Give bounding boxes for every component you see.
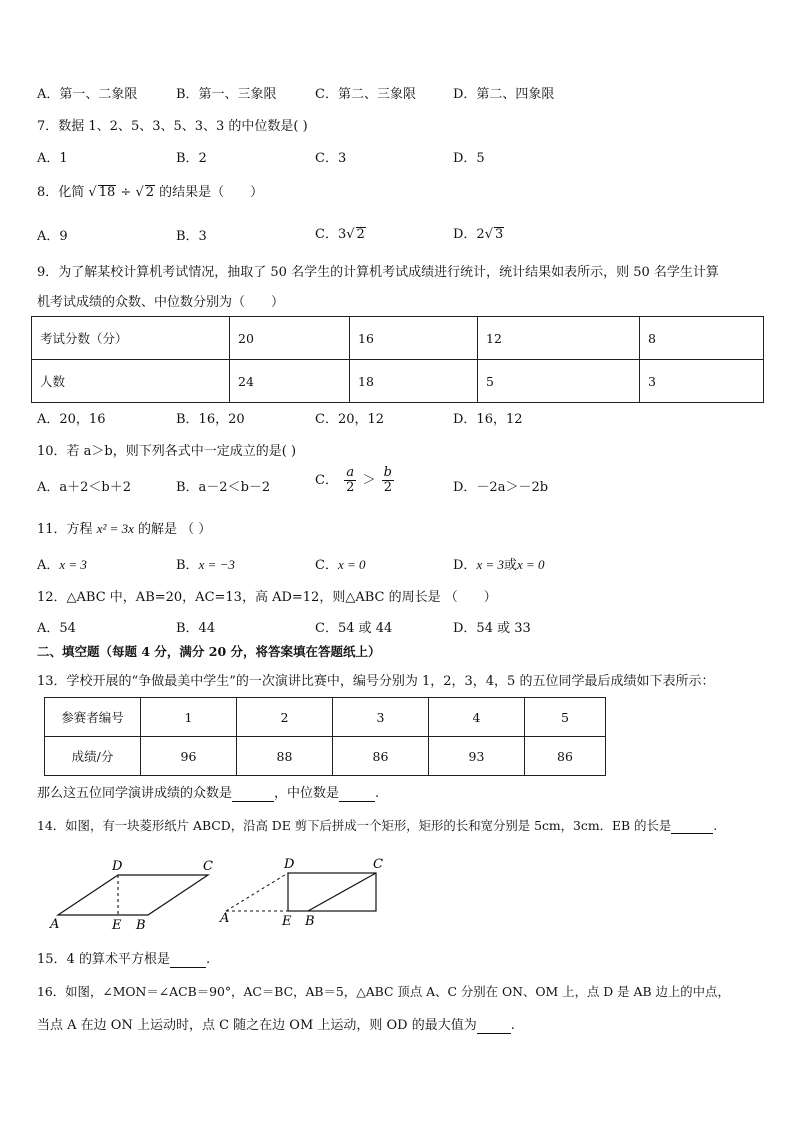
q16-line1: 16．如图，∠MON＝∠ACB＝90°，AC＝BC，AB＝5，△ABC 顶点 A、C 分别在 ON、OM 上，点 D 是 AB 边上的中点，: [37, 984, 730, 999]
answer-blank[interactable]: [232, 786, 274, 802]
label-b: B: [305, 914, 315, 929]
q13-stem: 13．学校开展的“争做最美中学生”的一次演讲比赛中，编号分别为 1，2，3，4，5 的五位同学最后成绩如下表所示：: [37, 674, 715, 689]
q8-radicand-1: 18: [98, 185, 116, 200]
q7-option-b: B．2: [176, 151, 207, 166]
q8-stem: 8．化简 √ 18 ÷ √ 2 的结果是（ ）: [37, 185, 264, 200]
label-a: A: [50, 917, 60, 932]
q11-option-a: A．x = 3: [37, 557, 87, 573]
table-row: 参赛者编号 1 2 3 4 5: [45, 698, 606, 737]
q6-option-d: D．第二、四象限: [453, 87, 555, 102]
q9-option-d: D．16，12: [453, 412, 523, 427]
q12-option-d: D．54 或 33: [453, 621, 531, 636]
q6-option-c: C．第二、三象限: [315, 87, 416, 102]
q8-option-b: B．3: [176, 229, 207, 244]
q7-option-a: A．1: [37, 151, 68, 166]
q11-stem: 11．方程 x² = 3x 的解是 （ ）: [37, 521, 212, 537]
q6-option-b: B．第一、三象限: [176, 87, 277, 102]
label-c: C: [373, 857, 383, 872]
q13-answer-line: 那么这五位同学演讲成绩的众数是 ，中位数是 .: [37, 786, 380, 801]
q7-option-c: C．3: [315, 151, 347, 166]
label-e: E: [112, 918, 122, 933]
q10-option-c: C． $\frac{a}{2}$ ＞ $\frac{b}{2}$: [315, 465, 392, 495]
q8-option-a: A．9: [37, 229, 68, 244]
q12-stem: 12．△ABC 中，AB=20，AC=13，高 AD=12，则△ABC 的周长是 （ ）: [37, 590, 497, 605]
rectangle-shape: [288, 873, 376, 911]
label-d: D: [112, 859, 123, 874]
q8-radicand-2: 2: [145, 185, 155, 200]
rectangle-figure: [219, 857, 383, 929]
q14-figure: [40, 855, 400, 935]
q9-option-b: B．16，20: [176, 412, 245, 427]
q11-option-b: B．x = −3: [176, 557, 235, 573]
q12-option-c: C．54 或 44: [315, 621, 393, 636]
table-row: 人数 24 18 5 3: [32, 360, 764, 403]
label-a: A: [220, 911, 230, 926]
q14-stem: 14．如图，有一块菱形纸片 ABCD，沿高 DE 剪下后拼成一个矩形，矩形的长和宽分别是 5cm，3cm．EB 的长是 .: [37, 818, 718, 833]
q10-stem: 10．若 a＞b，则下列各式中一定成立的是( ): [37, 444, 297, 459]
table-row: 考试分数（分） 20 16 12 8: [32, 317, 764, 360]
q9-stem-line2: 机考试成绩的众数、中位数分别为（ ）: [37, 295, 285, 310]
q7-option-d: D．5: [453, 151, 485, 166]
q6-option-a: A．第一、二象限: [37, 87, 138, 102]
rhombus-figure: [49, 859, 213, 933]
q8-option-d: D．2√ 3: [453, 227, 504, 242]
q12-option-a: A．54: [37, 621, 76, 636]
answer-blank[interactable]: [477, 1018, 511, 1034]
answer-blank[interactable]: [339, 786, 375, 802]
answer-blank[interactable]: [671, 818, 713, 834]
q15-stem: 15．4 的算术平方根是 .: [37, 952, 211, 967]
label-e: E: [282, 914, 292, 929]
q16-line2: 当点 A 在边 ON 上运动时，点 C 随之在边 OM 上运动，则 OD 的最大值为 .: [37, 1018, 515, 1033]
q8-option-c: C．3√ 2: [315, 227, 365, 242]
q9-option-a: A．20，16: [37, 412, 106, 427]
rhombus-shape: [58, 875, 208, 915]
q9-table: [31, 316, 764, 403]
q10-option-a: A．a＋2＜b＋2: [37, 480, 132, 495]
answer-blank[interactable]: [170, 952, 206, 968]
label-d: D: [284, 857, 295, 872]
table-row: 成绩/分 96 88 86 93 86: [45, 737, 606, 776]
q13-table: [44, 697, 606, 776]
q9-option-c: C．20，12: [315, 412, 385, 427]
q7-stem: 7．数据 1、2、5、3、5、3、3 的中位数是( ): [37, 119, 308, 134]
label-b: B: [136, 918, 146, 933]
q9-stem-line1: 9．为了解某校计算机考试情况，抽取了 50 名学生的计算机考试成绩进行统计，统计结果如表所示，则 50 名学生计算: [37, 265, 719, 280]
q11-option-c: C．x = 0: [315, 557, 366, 573]
diagonal-bc: [308, 873, 376, 911]
q12-option-b: B．44: [176, 621, 216, 636]
q10-option-d: D．－2a＞－2b: [453, 480, 549, 495]
dashed-ad: [226, 873, 288, 911]
section-title: 二、填空题（每题 4 分，满分 20 分，将答案填在答题纸上）: [37, 644, 381, 659]
q11-option-d: D．x = 3或x = 0: [453, 557, 545, 573]
label-c: C: [203, 859, 213, 874]
q10-option-b: B．a－2＜b－2: [176, 480, 271, 495]
